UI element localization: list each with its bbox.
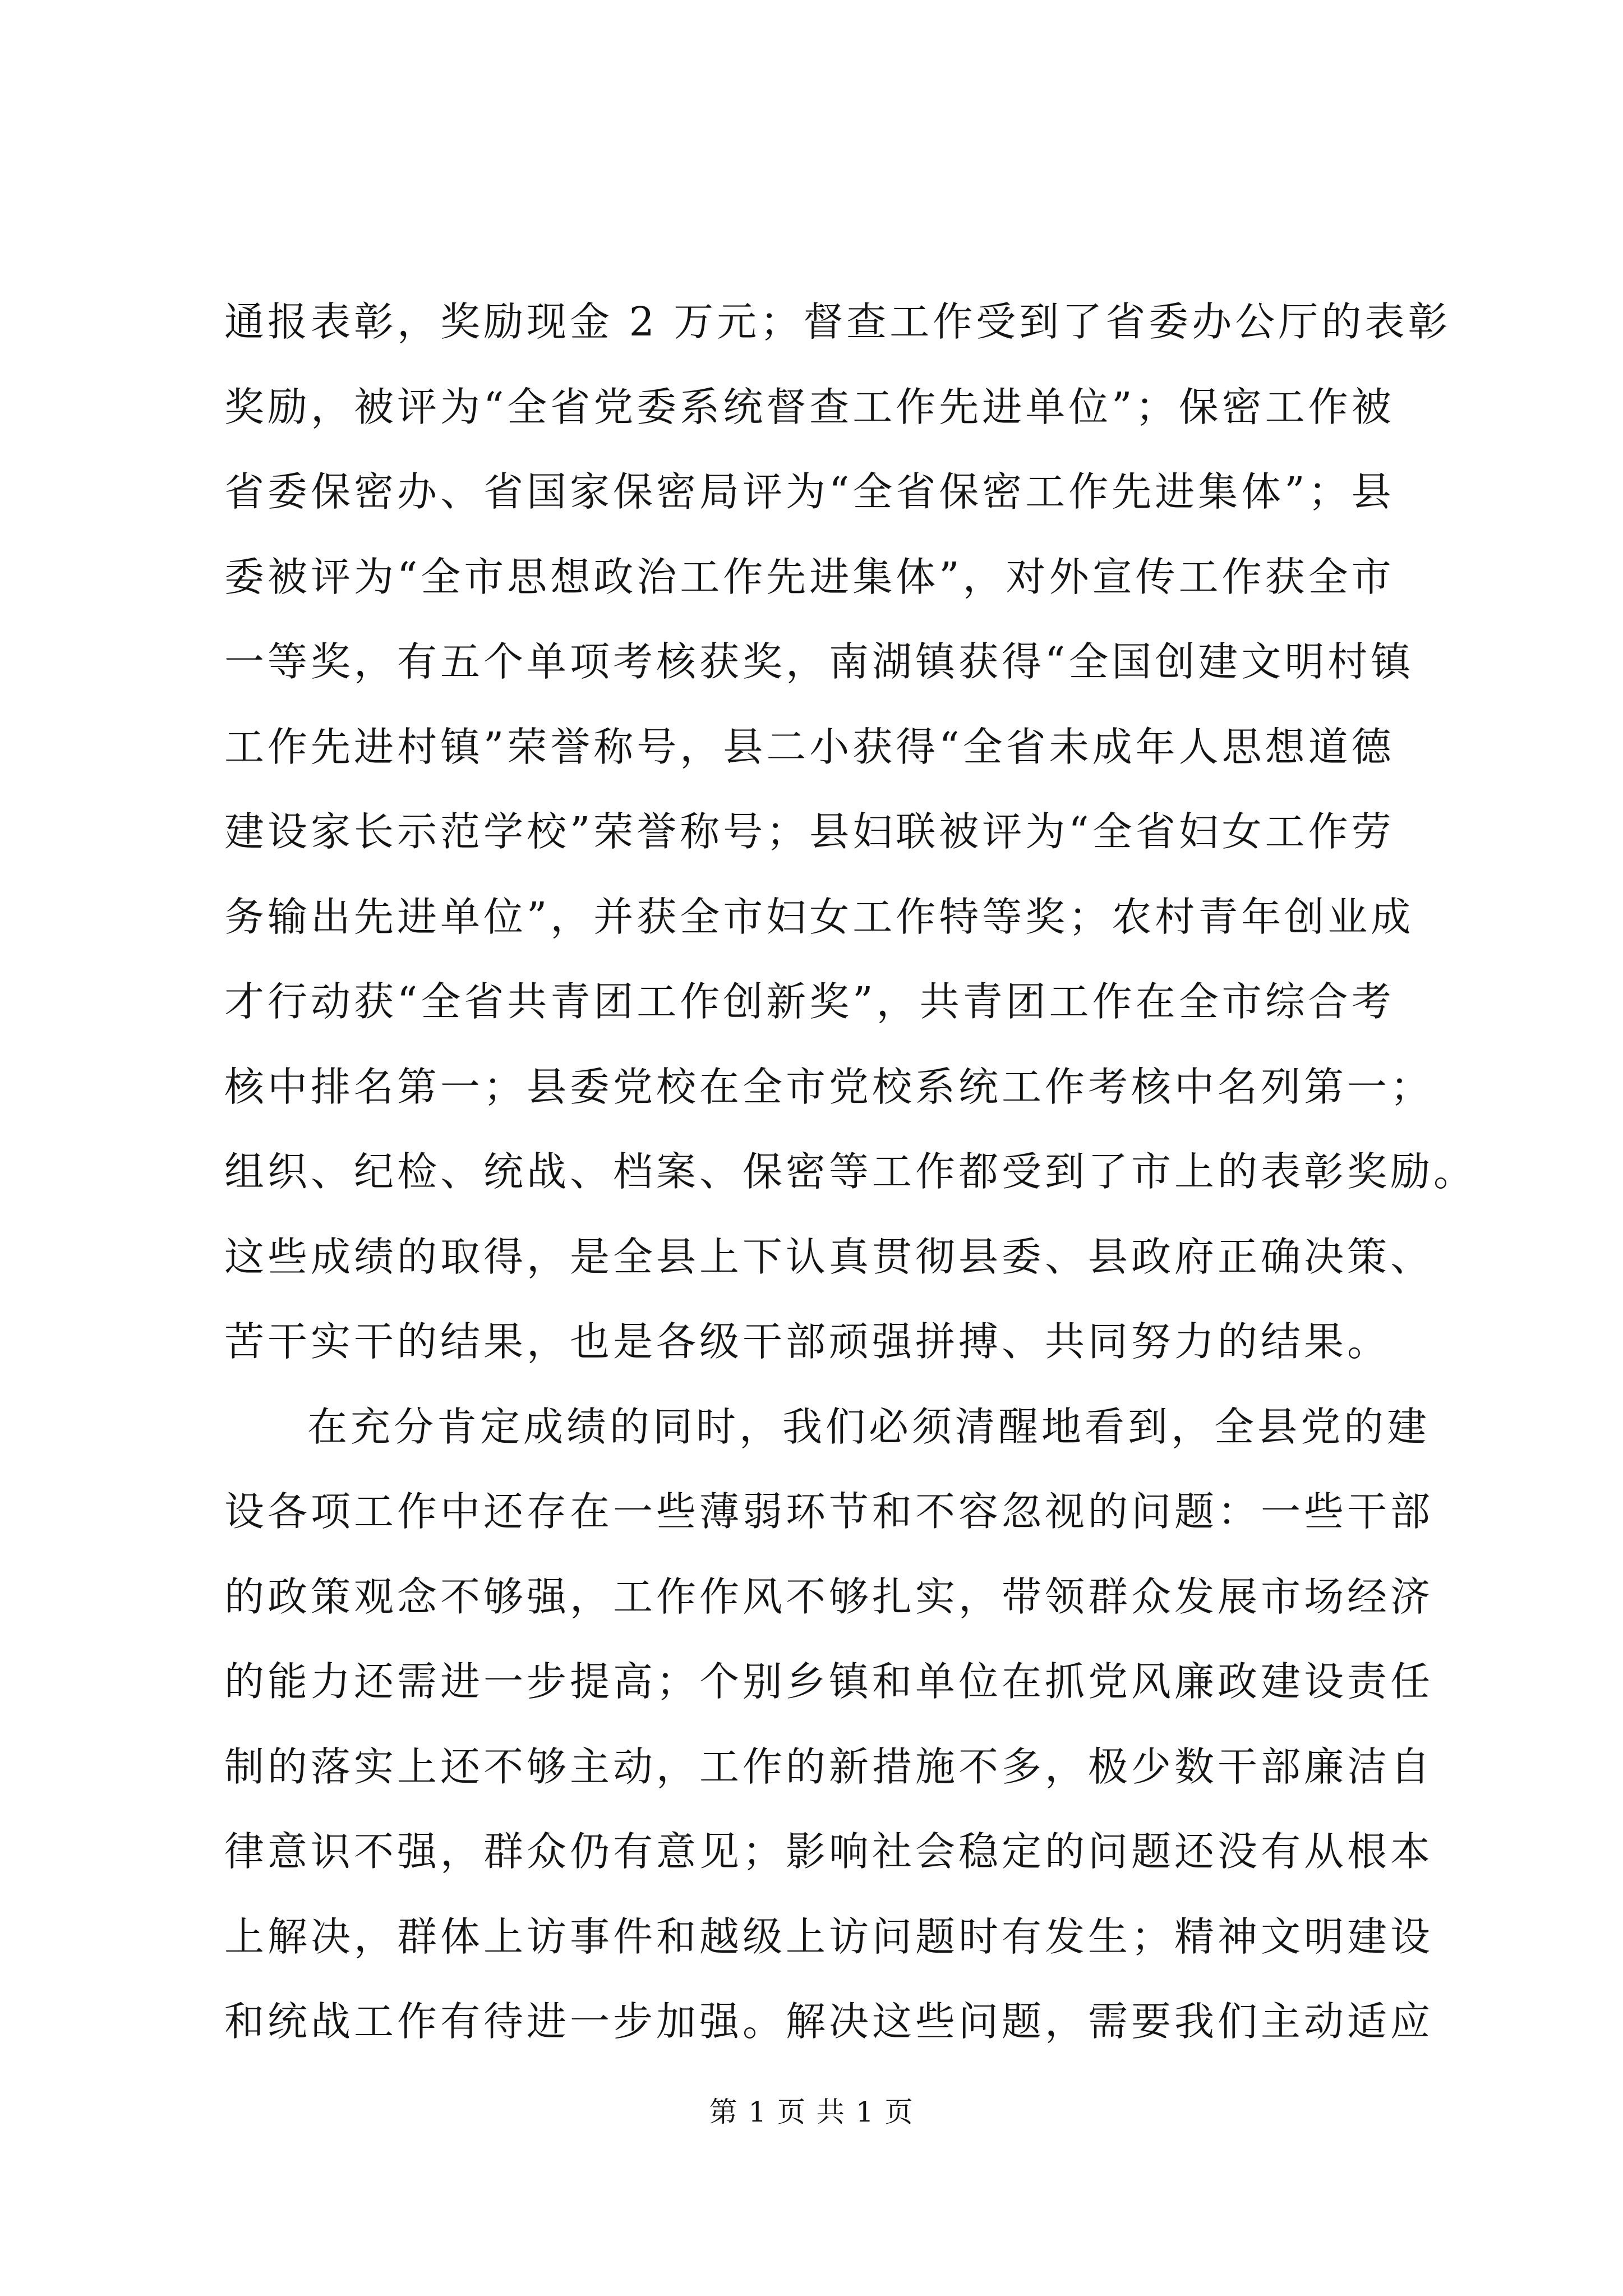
text-line: 奖励，被评为“全省党委系统督查工作先进单位”；保密工作被 — [224, 383, 1395, 430]
text-line: 核中排名第一；县委党校在全市党校系统工作考核中名列第一； — [224, 1063, 1434, 1110]
text-line: 制的落实上还不够主动，工作的新措施不多，极少数干部廉洁自 — [224, 1743, 1434, 1790]
text-line: 通报表彰，奖励现金 2 万元；督查工作受到了省委办公厅的表彰 — [224, 298, 1451, 345]
text-line: 的能力还需进一步提高；个别乡镇和单位在抓党风廉政建设责任 — [224, 1658, 1434, 1705]
text-line: 这些成绩的取得，是全县上下认真贯彻县委、县政府正确决策、 — [224, 1233, 1434, 1280]
text-line: 设各项工作中还存在一些薄弱环节和不容忽视的问题：一些干部 — [224, 1488, 1434, 1535]
text-line: 委被评为“全市思想政治工作先进集体”，对外宣传工作获全市 — [224, 553, 1395, 600]
text-line: 和统战工作有待进一步加强。解决这些问题，需要我们主动适应 — [224, 1998, 1434, 2045]
text-line: 省委保密办、省国家保密局评为“全省保密工作先进集体”；县 — [224, 468, 1395, 515]
page-footer: 第 1 页 共 1 页 — [709, 2096, 914, 2128]
text-line: 工作先进村镇”荣誉称号，县二小获得“全省未成年人思想道德 — [224, 723, 1395, 770]
text-line: 的政策观念不够强，工作作风不够扎实，带领群众发展市场经济 — [224, 1573, 1434, 1620]
text-line: 上解决，群体上访事件和越级上访问题时有发生；精神文明建设 — [224, 1913, 1434, 1960]
text-line: 务输出先进单位”，并获全市妇女工作特等奖；农村青年创业成 — [224, 893, 1414, 940]
text-line: 组织、纪检、统战、档案、保密等工作都受到了市上的表彰奖励。 — [224, 1148, 1477, 1195]
text-line: 在充分肯定成绩的同时，我们必须清醒地看到，全县党的建 — [307, 1403, 1431, 1450]
text-line: 律意识不强，群众仍有意见；影响社会稳定的问题还没有从根本 — [224, 1828, 1434, 1875]
text-line: 才行动获“全省共青团工作创新奖”，共青团工作在全市综合考 — [224, 978, 1395, 1025]
text-line: 一等奖，有五个单项考核获奖，南湖镇获得“全国创建文明村镇 — [224, 638, 1414, 685]
text-line: 建设家长示范学校”荣誉称号；县妇联被评为“全省妇女工作劳 — [224, 808, 1395, 855]
body-text — [224, 279, 1477, 2064]
text-line: 苦干实干的结果，也是各级干部顽强拼搏、共同努力的结果。 — [224, 1318, 1391, 1365]
